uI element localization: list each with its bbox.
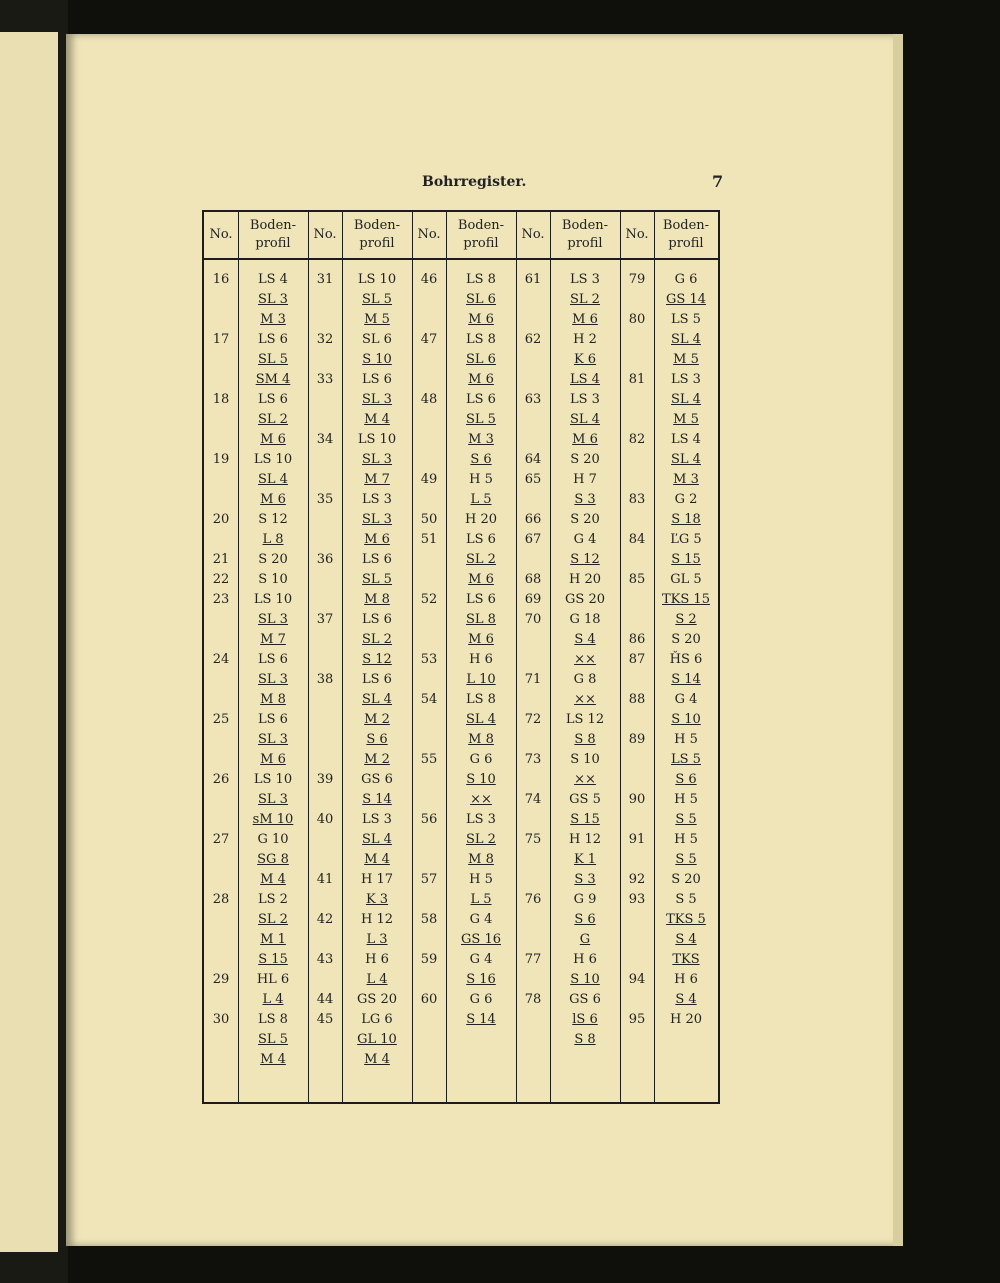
header-no: No. — [308, 212, 342, 260]
soil-layer: SL 6 — [362, 332, 392, 347]
soil-layer: M 6 — [572, 312, 598, 327]
soil-layer: S 14 — [671, 672, 701, 687]
bore-number: 86 — [628, 632, 646, 647]
soil-layer: G 6 — [674, 272, 698, 287]
soil-layer: LS 3 — [671, 372, 701, 387]
soil-layer: M 6 — [468, 372, 494, 387]
bore-number: 77 — [524, 952, 542, 967]
soil-layer: L 8 — [262, 532, 284, 547]
soil-layer: LS 6 — [466, 532, 496, 547]
soil-layer: ĽG 5 — [670, 532, 702, 547]
bore-number: 37 — [316, 612, 334, 627]
soil-layer: LS 10 — [253, 772, 293, 787]
soil-layer: SG 8 — [257, 852, 289, 867]
bore-number: 44 — [316, 992, 334, 1007]
bore-number: 38 — [316, 672, 334, 687]
soil-layer: G 4 — [469, 952, 493, 967]
soil-layer: H 20 — [464, 512, 497, 527]
soil-layer: L 3 — [366, 932, 388, 947]
bore-number: 24 — [212, 652, 230, 667]
bore-number: 66 — [524, 512, 542, 527]
soil-layer: S 10 — [671, 712, 701, 727]
soil-layer: LS 6 — [362, 552, 392, 567]
bore-number: 70 — [524, 612, 542, 627]
soil-layer: G 8 — [573, 672, 597, 687]
soil-layer: M 5 — [673, 352, 699, 367]
soil-layer: H 6 — [469, 652, 493, 667]
soil-layer: S 6 — [574, 912, 596, 927]
soil-layer: GS 6 — [569, 992, 601, 1007]
bore-number: 29 — [212, 972, 230, 987]
header-no: No. — [204, 212, 238, 260]
soil-layer: M 2 — [364, 752, 390, 767]
soil-layer: LS 3 — [466, 812, 496, 827]
bore-number: 52 — [420, 592, 438, 607]
soil-layer: S 20 — [570, 512, 600, 527]
soil-layer: M 4 — [364, 412, 390, 427]
soil-layer: SL 4 — [671, 452, 701, 467]
soil-layer: M 6 — [468, 312, 494, 327]
soil-layer: G 4 — [674, 692, 698, 707]
bore-number: 16 — [212, 272, 230, 287]
soil-layer: S 15 — [570, 812, 600, 827]
header-no: No. — [620, 212, 654, 260]
soil-layer: S 4 — [574, 632, 596, 647]
bore-number: 92 — [628, 872, 646, 887]
bore-number: 46 — [420, 272, 438, 287]
soil-layer: H 20 — [568, 572, 601, 587]
soil-layer: S 5 — [675, 812, 697, 827]
bore-number: 88 — [628, 692, 646, 707]
soil-layer: S 14 — [362, 792, 392, 807]
soil-layer: SL 6 — [466, 292, 496, 307]
bore-number: 49 — [420, 472, 438, 487]
bore-number: 60 — [420, 992, 438, 1007]
soil-layer: G 18 — [569, 612, 601, 627]
soil-layer: LS 8 — [466, 332, 496, 347]
soil-layer: SL 4 — [671, 332, 701, 347]
soil-layer: S 12 — [570, 552, 600, 567]
soil-layer: S 4 — [675, 932, 697, 947]
bore-number: 61 — [524, 272, 542, 287]
soil-layer: M 4 — [364, 1052, 390, 1067]
soil-layer: SL 3 — [258, 672, 288, 687]
page-edge — [893, 34, 903, 1246]
soil-layer: SL 2 — [258, 912, 288, 927]
soil-layer: H 20 — [669, 1012, 702, 1027]
soil-layer: H 6 — [365, 952, 389, 967]
soil-layer: H 6 — [573, 952, 597, 967]
soil-layer: LS 6 — [258, 332, 288, 347]
soil-layer: M 5 — [364, 312, 390, 327]
bore-number: 71 — [524, 672, 542, 687]
soil-layer: G — [579, 932, 591, 947]
soil-layer: S 12 — [362, 652, 392, 667]
soil-layer: M 5 — [673, 412, 699, 427]
soil-layer: S 10 — [258, 572, 288, 587]
header-no: No. — [516, 212, 550, 260]
bore-number: 89 — [628, 732, 646, 747]
soil-layer: M 3 — [260, 312, 286, 327]
bore-number: 50 — [420, 512, 438, 527]
bore-register-table — [202, 210, 720, 1104]
soil-layer: M 2 — [364, 712, 390, 727]
header-profile: Boden- profil — [446, 212, 516, 260]
soil-layer: TKS 5 — [666, 912, 706, 927]
bore-number: 83 — [628, 492, 646, 507]
soil-layer: LS 6 — [362, 672, 392, 687]
bore-number: 41 — [316, 872, 334, 887]
bore-number: 35 — [316, 492, 334, 507]
running-head: Bohrregister. — [422, 174, 527, 190]
bore-number: 34 — [316, 432, 334, 447]
soil-layer: LS 6 — [466, 592, 496, 607]
soil-layer: TKS 15 — [662, 592, 710, 607]
soil-layer: H 12 — [360, 912, 393, 927]
soil-layer: LS 3 — [570, 392, 600, 407]
bore-number: 40 — [316, 812, 334, 827]
bore-number: 25 — [212, 712, 230, 727]
bore-number: 82 — [628, 432, 646, 447]
bore-number: 30 — [212, 1012, 230, 1027]
soil-layer: M 6 — [572, 432, 598, 447]
soil-layer: S 15 — [258, 952, 288, 967]
soil-layer: S 3 — [574, 872, 596, 887]
soil-layer: LS 5 — [671, 312, 701, 327]
soil-layer: K 6 — [573, 352, 597, 367]
soil-layer: ȞS 6 — [669, 652, 703, 667]
soil-layer: LS 5 — [671, 752, 701, 767]
soil-layer: M 8 — [468, 852, 494, 867]
soil-layer: SM 4 — [255, 372, 291, 387]
soil-layer: M 3 — [468, 432, 494, 447]
soil-layer: SL 5 — [258, 1032, 288, 1047]
soil-layer: LS 6 — [258, 712, 288, 727]
soil-layer: S 14 — [466, 1012, 496, 1027]
soil-layer: SL 4 — [466, 712, 496, 727]
soil-layer: SL 3 — [258, 732, 288, 747]
soil-layer: SL 2 — [466, 832, 496, 847]
bore-number: 67 — [524, 532, 542, 547]
soil-layer: H 5 — [469, 472, 493, 487]
soil-layer: LS 4 — [671, 432, 701, 447]
soil-layer: GS 16 — [461, 932, 501, 947]
soil-layer: lS 6 — [572, 1012, 598, 1027]
soil-layer: M 6 — [260, 432, 286, 447]
soil-layer: HL 6 — [256, 972, 290, 987]
soil-layer: ×× — [574, 692, 596, 707]
header-profile: Boden- profil — [654, 212, 718, 260]
soil-layer: L 5 — [470, 892, 492, 907]
bore-number: 55 — [420, 752, 438, 767]
bore-number: 81 — [628, 372, 646, 387]
soil-layer: S 20 — [258, 552, 288, 567]
soil-layer: M 4 — [260, 872, 286, 887]
soil-layer: GS 20 — [565, 592, 605, 607]
soil-layer: SL 4 — [362, 692, 392, 707]
soil-layer: GL 5 — [670, 572, 702, 587]
soil-layer: S 8 — [574, 732, 596, 747]
soil-layer: S 6 — [675, 772, 697, 787]
soil-layer: S 10 — [570, 752, 600, 767]
soil-layer: SL 3 — [362, 392, 392, 407]
bore-number: 53 — [420, 652, 438, 667]
soil-layer: H 17 — [360, 872, 393, 887]
bore-number: 39 — [316, 772, 334, 787]
header-profile: Boden- profil — [238, 212, 308, 260]
soil-layer: H 5 — [469, 872, 493, 887]
bore-number: 95 — [628, 1012, 646, 1027]
soil-layer: SL 4 — [362, 832, 392, 847]
bore-number: 90 — [628, 792, 646, 807]
page-number: 7 — [712, 172, 724, 191]
soil-layer: S 5 — [675, 892, 697, 907]
soil-layer: S 10 — [362, 352, 392, 367]
bore-number: 48 — [420, 392, 438, 407]
bore-number: 85 — [628, 572, 646, 587]
bore-number: 43 — [316, 952, 334, 967]
soil-layer: SL 8 — [466, 612, 496, 627]
soil-layer: M 6 — [468, 632, 494, 647]
soil-layer: GL 10 — [357, 1032, 397, 1047]
soil-layer: L 5 — [470, 492, 492, 507]
soil-layer: ×× — [574, 652, 596, 667]
soil-layer: M 6 — [260, 752, 286, 767]
bore-number: 58 — [420, 912, 438, 927]
bore-number: 32 — [316, 332, 334, 347]
bore-number: 28 — [212, 892, 230, 907]
soil-layer: LS 6 — [466, 392, 496, 407]
bore-number: 91 — [628, 832, 646, 847]
bore-number: 94 — [628, 972, 646, 987]
bore-number: 21 — [212, 552, 230, 567]
soil-layer: LS 6 — [362, 612, 392, 627]
bore-number: 73 — [524, 752, 542, 767]
soil-layer: S 12 — [258, 512, 288, 527]
soil-layer: SL 4 — [570, 412, 600, 427]
bore-number: 87 — [628, 652, 646, 667]
bore-number: 17 — [212, 332, 230, 347]
bore-number: 68 — [524, 572, 542, 587]
soil-layer: GS 14 — [666, 292, 706, 307]
soil-layer: S 2 — [675, 612, 697, 627]
soil-layer: SL 5 — [362, 292, 392, 307]
soil-layer: K 3 — [365, 892, 389, 907]
bore-number: 36 — [316, 552, 334, 567]
soil-layer: M 4 — [260, 1052, 286, 1067]
soil-layer: G 4 — [573, 532, 597, 547]
soil-layer: S 4 — [675, 992, 697, 1007]
soil-layer: M 8 — [260, 692, 286, 707]
bore-number: 20 — [212, 512, 230, 527]
soil-layer: S 18 — [671, 512, 701, 527]
bore-number: 80 — [628, 312, 646, 327]
soil-layer: LS 6 — [258, 392, 288, 407]
soil-layer: G 2 — [674, 492, 698, 507]
bore-number: 22 — [212, 572, 230, 587]
soil-layer: G 6 — [469, 752, 493, 767]
soil-layer: GS 6 — [361, 772, 393, 787]
soil-layer: SL 6 — [466, 352, 496, 367]
bore-number: 69 — [524, 592, 542, 607]
soil-layer: SL 5 — [466, 412, 496, 427]
soil-layer: SL 2 — [362, 632, 392, 647]
soil-layer: LS 10 — [253, 452, 293, 467]
page-header — [66, 172, 893, 196]
bore-number: 23 — [212, 592, 230, 607]
soil-layer: S 8 — [574, 1032, 596, 1047]
soil-layer: M 1 — [260, 932, 286, 947]
bore-number: 56 — [420, 812, 438, 827]
bore-number: 72 — [524, 712, 542, 727]
bore-number: 18 — [212, 392, 230, 407]
soil-layer: LS 4 — [570, 372, 600, 387]
soil-layer: sM 10 — [252, 812, 294, 827]
soil-layer: SL 5 — [258, 352, 288, 367]
soil-layer: LS 8 — [466, 272, 496, 287]
soil-layer: ×× — [470, 792, 492, 807]
soil-layer: G 4 — [469, 912, 493, 927]
soil-layer: LS 10 — [253, 592, 293, 607]
soil-layer: H 5 — [674, 792, 698, 807]
soil-layer: LS 3 — [362, 492, 392, 507]
bore-number: 27 — [212, 832, 230, 847]
soil-layer: M 7 — [364, 472, 390, 487]
bore-number: 26 — [212, 772, 230, 787]
bore-number: 78 — [524, 992, 542, 1007]
bore-number: 74 — [524, 792, 542, 807]
soil-layer: SL 3 — [362, 452, 392, 467]
soil-layer: M 7 — [260, 632, 286, 647]
soil-layer: H 5 — [674, 832, 698, 847]
soil-layer: M 4 — [364, 852, 390, 867]
bore-number: 79 — [628, 272, 646, 287]
soil-layer: LS 4 — [258, 272, 288, 287]
bore-number: 64 — [524, 452, 542, 467]
bore-number: 19 — [212, 452, 230, 467]
bore-number: 65 — [524, 472, 542, 487]
bore-number: 33 — [316, 372, 334, 387]
soil-layer: LS 6 — [258, 652, 288, 667]
bore-number: 84 — [628, 532, 646, 547]
soil-layer: LS 12 — [565, 712, 605, 727]
soil-layer: SL 5 — [362, 572, 392, 587]
soil-layer: LS 6 — [362, 372, 392, 387]
header-profile: Boden- profil — [342, 212, 412, 260]
soil-layer: M 6 — [468, 572, 494, 587]
bore-number: 31 — [316, 272, 334, 287]
soil-layer: K 1 — [573, 852, 597, 867]
soil-layer: S 16 — [466, 972, 496, 987]
soil-layer: G 10 — [257, 832, 289, 847]
soil-layer: LS 10 — [357, 432, 397, 447]
soil-layer: H 2 — [573, 332, 597, 347]
header-profile: Boden- profil — [550, 212, 620, 260]
soil-layer: G 9 — [573, 892, 597, 907]
bore-number: 62 — [524, 332, 542, 347]
soil-layer: GS 5 — [569, 792, 601, 807]
soil-layer: S 20 — [570, 452, 600, 467]
soil-layer: S 15 — [671, 552, 701, 567]
soil-layer: M 6 — [364, 532, 390, 547]
soil-layer: LS 10 — [357, 272, 397, 287]
soil-layer: LS 8 — [258, 1012, 288, 1027]
soil-layer: S 10 — [466, 772, 496, 787]
bore-number: 51 — [420, 532, 438, 547]
soil-layer: SL 3 — [258, 292, 288, 307]
soil-layer: SL 4 — [258, 472, 288, 487]
bore-number: 57 — [420, 872, 438, 887]
soil-layer: M 3 — [673, 472, 699, 487]
soil-layer: L 4 — [262, 992, 284, 1007]
soil-layer: S 10 — [570, 972, 600, 987]
bore-number: 54 — [420, 692, 438, 707]
soil-layer: SL 2 — [570, 292, 600, 307]
soil-layer: M 6 — [260, 492, 286, 507]
header-no: No. — [412, 212, 446, 260]
soil-layer: SL 3 — [362, 512, 392, 527]
soil-layer: M 8 — [364, 592, 390, 607]
soil-layer: S 3 — [574, 492, 596, 507]
soil-layer: LS 3 — [570, 272, 600, 287]
soil-layer: S 6 — [366, 732, 388, 747]
bore-number: 63 — [524, 392, 542, 407]
soil-layer: LG 6 — [361, 1012, 393, 1027]
soil-layer: S 5 — [675, 852, 697, 867]
soil-layer: LS 8 — [466, 692, 496, 707]
soil-layer: S 6 — [470, 452, 492, 467]
bore-number: 59 — [420, 952, 438, 967]
soil-layer: H 12 — [568, 832, 601, 847]
bore-number: 42 — [316, 912, 334, 927]
soil-layer: S 20 — [671, 632, 701, 647]
bore-number: 45 — [316, 1012, 334, 1027]
soil-layer: LS 3 — [362, 812, 392, 827]
soil-layer: LS 2 — [258, 892, 288, 907]
soil-layer: M 8 — [468, 732, 494, 747]
soil-layer: ×× — [574, 772, 596, 787]
soil-layer: SL 2 — [258, 412, 288, 427]
bore-number: 93 — [628, 892, 646, 907]
soil-layer: SL 4 — [671, 392, 701, 407]
soil-layer: H 7 — [573, 472, 597, 487]
soil-layer: GS 20 — [357, 992, 397, 1007]
soil-layer: G 6 — [469, 992, 493, 1007]
soil-layer: L 10 — [466, 672, 496, 687]
soil-layer: SL 3 — [258, 792, 288, 807]
soil-layer: SL 3 — [258, 612, 288, 627]
soil-layer: SL 2 — [466, 552, 496, 567]
soil-layer: L 4 — [366, 972, 388, 987]
bore-number: 75 — [524, 832, 542, 847]
bore-number: 47 — [420, 332, 438, 347]
soil-layer: TKS — [672, 952, 700, 967]
bore-number: 76 — [524, 892, 542, 907]
soil-layer: S 20 — [671, 872, 701, 887]
facing-page-edge — [0, 32, 58, 1252]
soil-layer: H 6 — [674, 972, 698, 987]
soil-layer: H 5 — [674, 732, 698, 747]
